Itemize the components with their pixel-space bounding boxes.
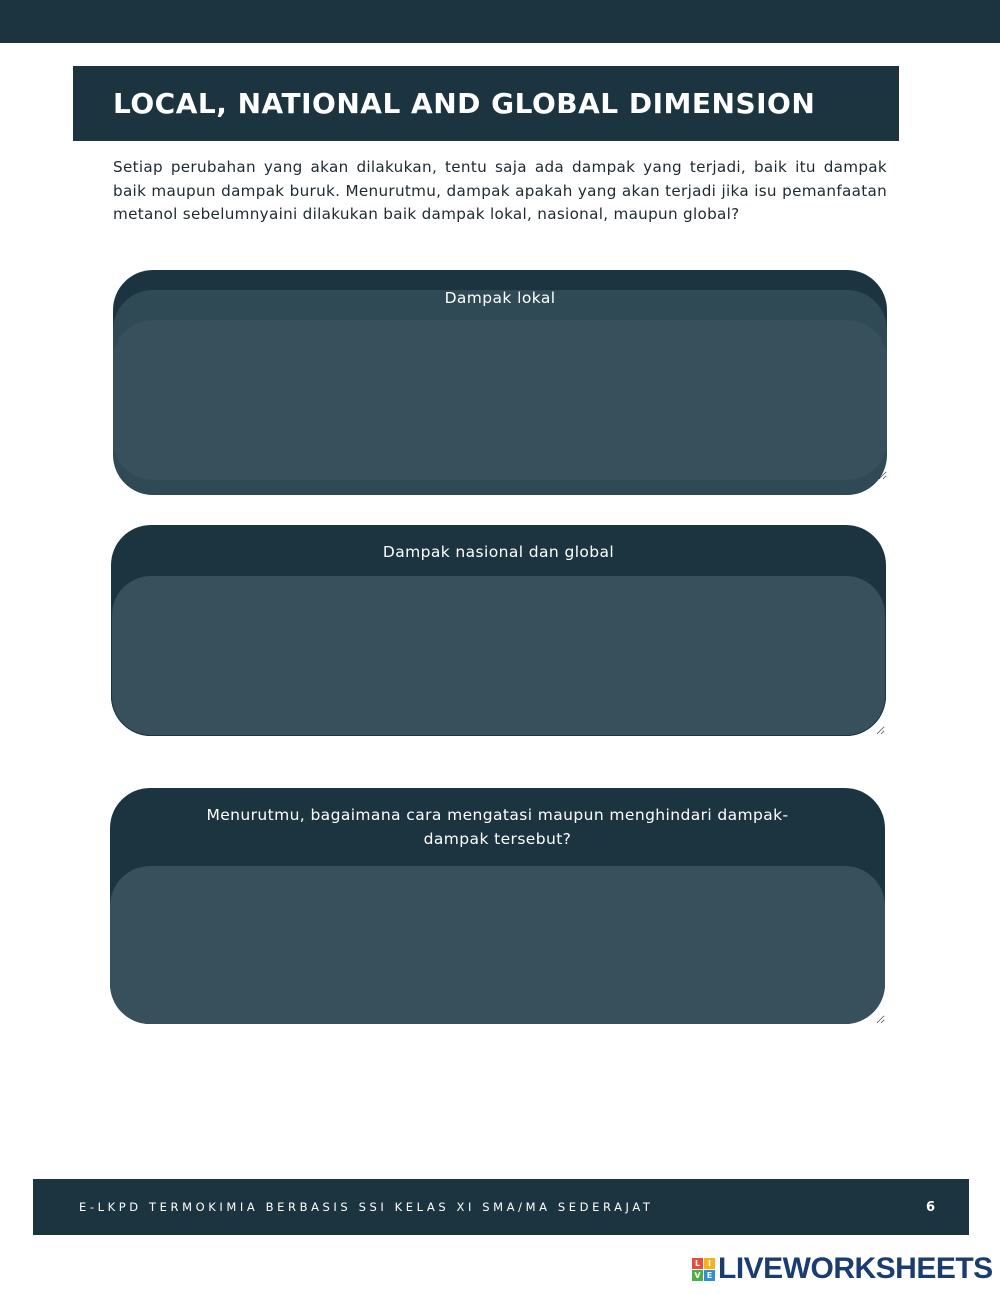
liveworksheets-brand xyxy=(692,1252,993,1286)
brand-name: LIVEWORKSHEETS xyxy=(718,1252,993,1285)
card-label: Dampak lokal xyxy=(444,289,556,307)
card-dampak-lokal xyxy=(113,270,887,480)
footer-text: E-LKPD TERMOKIMIA BERBASIS SSI KELAS XI SMA/MA SEDERAJAT xyxy=(79,1200,654,1214)
card-label-line-1: Menurutmu, bagaimana cara mengatasi maupun menghindari dampak- xyxy=(206,806,789,824)
intro-paragraph: Setiap perubahan yang akan dilakukan, tentu saja ada dampak yang terjadi, baik itu dampak baik maupun dampak buruk. Menurutmu, dampak apakah yang akan terjadi jika isu pemanfaatan metanol sebelumnyaini dilakukan baik dampak lokal, nasional, maupun global? xyxy=(113,158,887,223)
answer-field-cara-mengatasi[interactable] xyxy=(110,866,885,1024)
answer-field-dampak-nasional-global[interactable] xyxy=(111,575,886,736)
footer-bar xyxy=(33,1179,969,1235)
page-title: LOCAL, NATIONAL AND GLOBAL DIMENSION xyxy=(113,87,816,120)
card-dampak-nasional-global xyxy=(111,525,886,736)
logo-tile: E xyxy=(704,1270,715,1281)
card-cara-mengatasi xyxy=(110,788,885,1024)
logo-tile: I xyxy=(704,1258,715,1269)
title-banner xyxy=(73,66,899,141)
card-label-line-2: dampak tersebut? xyxy=(423,830,572,848)
logo-tile: L xyxy=(692,1258,703,1269)
answer-field-dampak-lokal[interactable] xyxy=(113,320,887,480)
liveworksheets-logo-icon xyxy=(692,1258,715,1281)
page-number: 6 xyxy=(925,1199,935,1215)
card-label: Dampak nasional dan global xyxy=(382,543,615,561)
logo-tile: V xyxy=(692,1270,703,1281)
top-bar xyxy=(0,0,1000,43)
